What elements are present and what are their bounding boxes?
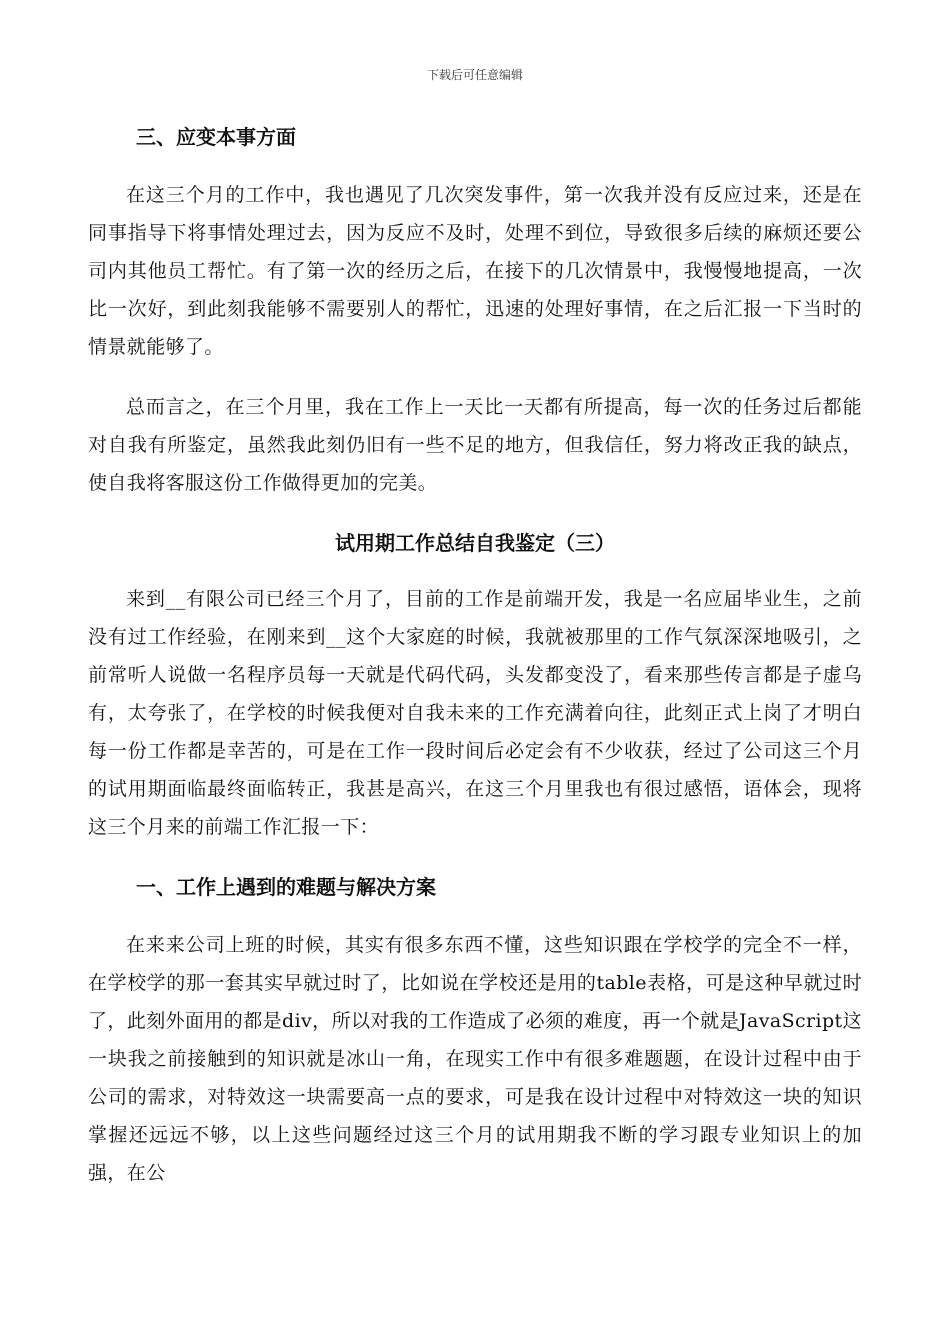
section-heading-adaptability: 三、应变本事方面 — [136, 125, 296, 149]
paragraph-problems: 在来来公司上班的时候，其实有很多东西不懂，这些知识跟在学校学的完全不一样，在学校学的那一套其实早就过时了，比如说在学校还是用的table表格，可是这种早就过时了，此刻外面用的都是div，所以对我的工作造成了必须的难度，再一个就是JavaScript这一块我之前接触到的知识就是冰山一角，在现实工作中有很多难题题，在设计过程中由于公司的需求，对特效这一块需要高一点的要求，可是我在设计过程中对特效这一块的知识掌握还远远不够，以上这些问题经过这三个月的试用期我不断的学习跟专业知识上的加强，在公 — [88, 934, 862, 1184]
paragraph-introduction: 来到__有限公司已经三个月了，目前的工作是前端开发，我是一名应届毕业生，之前没有过工作经验，在刚来到__这个大家庭的时候，我就被那里的工作气氛深深地吸引，之前常听人说做一名程序员每一天就是代码代码，头发都变没了，看来那些传言都是子虚乌有，太夸张了，在学校的时候我便对自我未来的工作充满着向往，此刻正式上岗了才明白每一份工作都是幸苦的，可是在工作一段时间后必定会有不少收获，经过了公司这三个月的试用期面临最终面临转正，我甚是高兴，在这三个月里我也有很过感悟，语体会，现将这三个月来的前端工作汇报一下： — [88, 588, 862, 838]
paragraph-emergencies: 在这三个月的工作中，我也遇见了几次突发事件，第一次我并没有反应过来，还是在同事指导下将事情处理过去，因为反应不及时，处理不到位，导致很多后续的麻烦还要公司内其他员工帮忙。有了第一次的经历之后，在接下的几次情景中，我慢慢地提高，一次比一次好，到此刻我能够不需要别人的帮忙，迅速的处理好事情，在之后汇报一下当时的情景就能够了。 — [88, 184, 862, 358]
document-title: 试用期工作总结自我鉴定（三） — [335, 531, 615, 555]
page-header: 下载后可任意编辑 — [426, 68, 523, 82]
paragraph-summary: 总而言之，在三个月里，我在工作上一天比一天都有所提高，每一次的任务过后都能对自我有所鉴定，虽然我此刻仍旧有一些不足的地方，但我信任，努力将改正我的缺点，使自我将客服这份工作做得更加的完美。 — [88, 396, 862, 494]
section-heading-problems: 一、工作上遇到的难题与解决方案 — [136, 875, 436, 899]
document-body — [88, 118, 862, 1214]
